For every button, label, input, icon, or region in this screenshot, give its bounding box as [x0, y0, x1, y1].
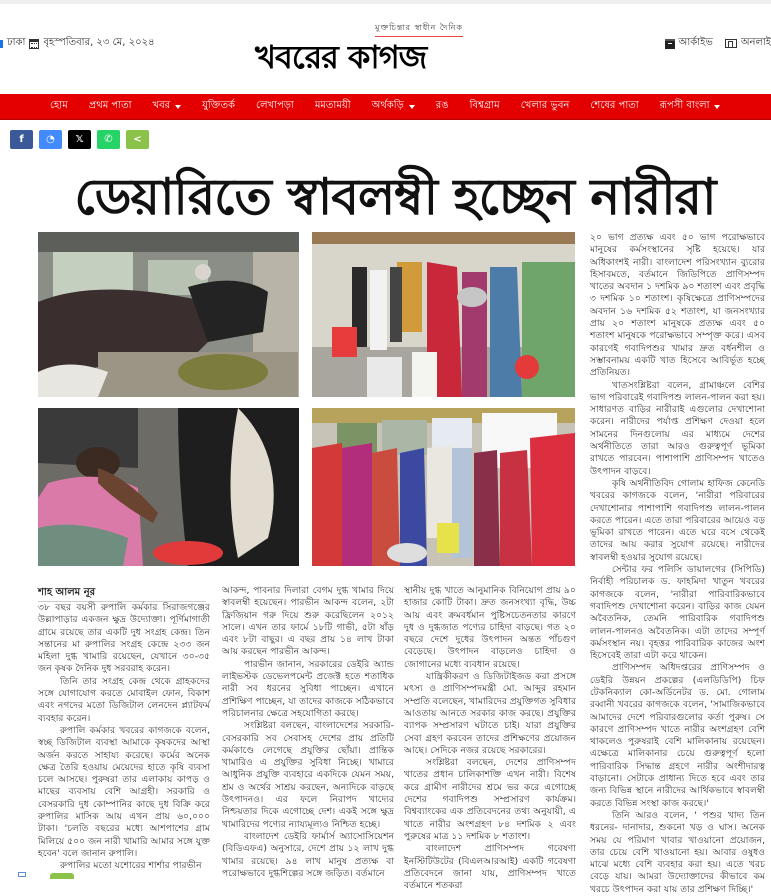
- epaper-icon: [725, 39, 737, 48]
- article-paragraph: স্থানীয় দুগ্ধ খাতে আনুমানিক বিনিয়োগ প্রায় ৯০ হাজার কোটি টাকা। দ্রুত জনসংখ্যা বৃদ্ধি, উচ্চ আয় এবং ক্রমবর্ধমান পুষ্টিসচেতনতার কারণে দুধ ও দুগ্ধজাত পণ্যের চাহিদা বাড়ছে। গত ২০ বছরে দেশে দুধের উৎপাদন অন্তত পাঁচগুণ বেড়েছে। উৎপাদন বাড়লেও চাহিদা ও জোগানের মধ্যে ব্যবধান রয়েছে।: [404, 585, 576, 670]
- share-buttons: [10, 130, 149, 149]
- x-share-button[interactable]: [68, 130, 91, 149]
- whatsapp-share-button[interactable]: [97, 130, 120, 149]
- nav-item-label: খবর: [152, 100, 171, 111]
- location-pin-icon: [0, 40, 3, 48]
- share-share-button[interactable]: [126, 130, 149, 149]
- article-paragraph: যান্ত্রিকীকরণ ও ডিজিটাইজড করা প্রসঙ্গে মৎস্য ও প্রাণিসম্পদমন্ত্রী মো. আব্দুর রহমান সম্প্রতি বলেছেন, খামারিদের প্রযুক্তিগত সুবিধার আওতায় আনতে সরকার কাজ করছে। প্রযুক্তির ব্যাপক সম্প্রসারণ ঘটাতে চাই। যারা প্রযুক্তির সেবা গ্রহণ করবেন তাদের প্রশিক্ষণের প্রয়োজন আছে। সেদিকে নজর রয়েছে সরকারের।: [404, 671, 577, 756]
- article-paragraph: প্রাণিসম্পদ অধিদপ্তরের প্রাণিসম্পদ ও ডেইরি উন্নয়ন প্রকল্পের (এলডিডিপি) চিফ টেকনিক্যাল কো-অর্ডিনেটর ড. মো. গোলাম রব্বানী খবরের কাগজকে বলেন, 'সামাজিকভাবে আমাদের দেশে পরিবারগুলোর কর্তা পুরুষ। সে কারণে প্রাণিসম্পদ খাতে নারীর অংশগ্রহণ বেশি থাকলেও পুরুষরাই বেশি মালিকানায় রয়েছেন। এক্ষেত্রে মালিকানার চেয়ে গুরুত্বপূর্ণ হলো পারিবারিক সিদ্ধান্ত গ্রহণে নারীর অংশীদারত্ব বাড়ানো। সেটাকে প্রাধান্য দিতে হবে এবং তার জন্য বিভিন্ন স্থানে নারীদের আর্থিকভাবে স্বাবলম্বী করতে বিভিন্ন সংস্থা কাজ করছে।': [590, 662, 765, 809]
- calendar-icon: [29, 39, 39, 49]
- article-paragraph: খাতসংশ্লিষ্টরা বলেন, গ্রামাঞ্চলে বেশির ভাগ পরিবারেই গবাদিপশু লালন-পালন করা হয়। সাধারণত বাড়ির নারীরাই এগুলোর দেখাশোনা করেন। নারীদের পর্যাপ্ত প্রশিক্ষণ দেওয়া হলে সামনের দিনগুলোয় এর মাধ্যমে দেশের অর্থনীতিতে তারা আরও গুরুত্বপূর্ণ ভূমিকা রাখতে পারবেন। পাশাপাশি প্রাণিসম্পদ খাতেও উৎপাদন বাড়বে।: [590, 379, 765, 477]
- date-label: বৃহস্পতিবার, ২৩ মে, ২০২৪: [43, 37, 155, 48]
- nav-item[interactable]: [660, 98, 721, 115]
- nav-item[interactable]: [153, 98, 182, 115]
- archive-link[interactable]: [665, 35, 713, 52]
- epaper-label: অনলাই: [740, 37, 771, 48]
- article-paragraph: পারভীন জানান, সরকারের ডেইরি অ্যান্ড লাইভস্টক ডেভেলপমেন্ট প্রজেক্ট হতে শতাধিক নারী সব ধরনের সুবিধা পাচ্ছেন। এখানে প্রশিক্ষিণ পাচ্ছেন, যা তাদের কাজকে সঠিকভাবে পরিচালনার ক্ষেত্রে সহযোগিতা করছে।: [222, 658, 394, 719]
- print-icon[interactable]: [18, 872, 26, 877]
- article-paragraph: সংশ্লিষ্টরা বলছেন, দেশের প্রাণিসম্পদ খাতের প্রধান চালিকাশক্তি এখন নারী। বিশেষ করে গ্রামীণ নারীদের শ্রমে ভর করে এগোচ্ছে দেশের গবাদিপশু সম্প্রসারণ কার্যক্রম। বিশ্বব্যাংকের এক প্রতিবেদনের তথ্য অনুযায়ী, এ খাতে নারীর অংশগ্রহণ ৮৪ দশমিক ২ এবং পুরুষের মাত্র ১১ দশমিক ৮ শতাংশ।: [404, 757, 576, 842]
- nav-item-label: লেখাপড়া: [256, 100, 294, 111]
- article-paragraph: বাংলাদেশ ডেইরি ফার্মার্স অ্যাসোসিয়েশন (বিডিএফএ) অনুসারে, দেশে প্রায় ১২ লাখ দুগ্ধ খামার রয়েছে। ৯৪ লাখ মানুষ প্রত্যক্ষ বা পরোক্ষভাবে দুগ্ধশিল্পের সঙ্গে জড়িত। বর্তমানে: [222, 830, 394, 879]
- article-paragraph: রুপালির মতো যশোরের শার্শার পারভীন: [60, 860, 202, 872]
- chevron-down-icon: [714, 105, 720, 109]
- article-column-4: [590, 232, 765, 896]
- nav-item[interactable]: [315, 98, 351, 115]
- share-icon: <: [133, 134, 142, 145]
- nav-item-label: অর্থকড়ি: [371, 100, 404, 111]
- photo-cows-feeding: [38, 232, 299, 397]
- nav-item[interactable]: [372, 98, 415, 115]
- header-links: [665, 35, 771, 52]
- whatsapp-icon: ✆: [104, 134, 113, 145]
- nav-item[interactable]: [470, 98, 500, 115]
- nav-item-label: প্রথম পাতা: [88, 100, 132, 111]
- main-nav: [0, 94, 771, 120]
- location-date: [0, 35, 155, 52]
- logo-name: খবরের কাগজ: [255, 38, 427, 76]
- floating-share-button[interactable]: [50, 873, 74, 879]
- site-header: [0, 0, 771, 92]
- article-headline: ডেয়ারিতে স্বাবলম্বী হচ্ছেন নারীরা: [74, 167, 716, 226]
- article-paragraph: বাংলাদেশ প্রাণিসম্পদ গবেষণা ইনস্টিটিউটের (বিএলআরআই) একটি গবেষণা প্রতিবেদনে জানা যায়, প্রাণিসম্পদ খাতে বর্তমানে শতকরা: [404, 843, 576, 892]
- facebook-share-button[interactable]: [10, 130, 33, 149]
- chevron-down-icon: [409, 105, 415, 109]
- article-paragraph: ২০ ভাগ প্রত্যক্ষ এবং ৫০ ভাগ পরোক্ষভাবে মানুষের কর্মসংস্থানের সৃষ্টি হয়েছে। যার অধিকাংশই নারী। বাংলাদেশ পরিসংখ্যান ব্যুরোর হিসাবমতে, বর্তমানে জিডিপিতে প্রাণিসম্পদ খাতের অবদান ১ দশমিক ৯০ শতাংশ এবং প্রবৃদ্ধি ৩ দশমিক ১০ শতাংশ। কৃষিক্ষেত্রে প্রাণিসম্পদের অবদান ১৬ দশমিক ৫২ শতাংশ, যা জনসংখ্যার প্রায় ২০ শতাংশ মানুষকে প্রত্যক্ষ এবং ৫০ শতাংশ মানুষকে পরোক্ষভাবে সম্পৃক্ত করে। এসব কারণেই গবাদিপশুর খামার দ্রুত বর্ধনশীল ও সম্ভাবনাময় একটি খাত হিসেবে আবির্ভূত হচ্ছে প্রতিনিয়ত।: [590, 232, 765, 379]
- article-paragraph: তিনি তার সংগ্রহ কেন্দ্র থেকে গ্রাহকদের সঙ্গে যোগাযোগ করতে মোবাইল ফোন, বিকাশ এবং নগদের মতো ডিজিটাল লেনদেন প্ল্যাটফর্ম ব্যবহার করেন।: [38, 675, 210, 724]
- nav-item-label: রূপসী বাংলা: [659, 100, 710, 111]
- article-paragraph: তিনি আরও বলেন, ' পশুর খাদ্য তিন ধরনের- দানাদার, শুকনো খড় ও ঘাস। অনেক সময় যে পরিমাণ খাবার খাওয়ানো প্রয়োজন, তার চেয়ে বেশি খাওয়ানো হয়। আবার ওষুধও মাঝে মধ্যে বেশি ব্যবহার করা হয়। এতে খরচ বেড়ে যায়। আমরা উদ্যোক্তাদের কীভাবে কম খরচে উৎপাদন করা যায় তার প্রশিক্ষণ দিচ্ছি।': [590, 809, 765, 895]
- article-paragraph: কৃষি অর্থনীতিবিদ গোলাম হাফিজ কেনেডি খবরের কাগজকে বলেন, 'নারীরা পরিবারের দেখাশোনার পাশাপাশি গবাদিপশু লালন-পালন করতে পারেন। এতে তারা পরিবারের আয়েও বড় ভূমিকা রাখতে পারেন। এতে ঘরে বসে থেকেই তাদের আয় করার সুযোগ রয়েছে। নারীদের স্বাবলম্বী হওয়ার সুযোগ রয়েছে।: [590, 477, 765, 563]
- nav-item[interactable]: [256, 98, 294, 115]
- article-paragraph: আকন্দ, পাবনার দিলারা বেগম দুগ্ধ খামার দিয়ে স্বাবলম্বী হয়েছেন। পারভীন আকন্দ বলেন, ২টা ফ্রিজিয়ান গরু দিয়ে শুরু করেছিলেন ২০১২ সালে। এখন তার ফার্মে ১৮টি গাভী, ৫টা ষাঁড় এবং ৮টা বাছুর। এ বছর প্রায় ১৪ লাখ টাকা আয় করছেন পারভীন আকন্দ।: [222, 585, 394, 658]
- author-byline[interactable]: শাহ আলম নূর: [38, 587, 96, 598]
- nav-item-label: হোম: [50, 100, 68, 111]
- nav-item[interactable]: [521, 98, 570, 115]
- messenger-icon: ◔: [46, 134, 55, 145]
- article-paragraph: ৩৮ বছর বয়সী রুপালি কর্মকার সিরাজগঞ্জের উল্লাপাড়ার একজন ক্ষুদ্র উদ্যোক্তা। পূর্ণিমাগাতী গ্রামে রয়েছে তার একটি দুধ সংগ্রহ কেন্দ্র। তিন সন্তানের মা রুপালির সংগ্রহ কেন্দ্রে ২৩৩ জন মহিলা দুগ্ধ খামারি রয়েছেন, যেখানে ৩০-৩৫ জন কৃষক দৈনিক দুধ সরবরাহ করেন।: [38, 602, 210, 675]
- epaper-link[interactable]: [725, 35, 771, 52]
- photo-woman-milking: [38, 408, 299, 566]
- article-column-1: [38, 602, 210, 873]
- archive-icon: [665, 39, 675, 49]
- nav-item[interactable]: [89, 98, 132, 115]
- archive-label: আর্কাইভ: [678, 37, 713, 48]
- facebook-icon: f: [19, 134, 24, 145]
- nav-item-label: খেলার ভুবন: [520, 100, 570, 111]
- article-paragraph: সংশ্লিষ্টরা বলছেন, বাংলাদেশের সরকারি-বেসরকারি সব সেবাসহ দেশের প্রায় প্রতিটি কর্মকাণ্ডে লেগেছে প্রযুক্তির ছোঁয়া। প্রান্তিক খামারিও এ প্রযুক্তির সুবিধা নিচ্ছে। খামারে আধুনিক প্রযুক্তি ব্যবহারে একদিকে যেমন সময়, শ্রম ও অর্থের সাশ্রয় করছেন, অন্যদিকে বাড়ছে উৎপাদনও। এর ফলে নিরাপদ খাদ্যের নিশ্চয়তার দিকে এগোচ্ছে দেশ। একই সঙ্গে ক্ষুদ্র খামারিদের পণ্যের ন্যায্যমূল্যও নিশ্চিত হচ্ছে।: [222, 720, 394, 830]
- nav-item[interactable]: [436, 98, 449, 115]
- nav-item-label: রঙ: [435, 100, 449, 111]
- nav-item-label: যুক্তিতর্ক: [202, 100, 236, 111]
- article-paragraph: রুপালি কর্মকার খবরের কাগজকে বলেন, স্বচ্ছ ডিজিটাল ব্যবস্থা আমাকে কৃষকদের আস্থা অর্জন করতে সাহায্য করেছে। কর্মের অনেক ক্ষেত্র তৈরি হওয়ায় মেয়েদের হাতে কৃষি ব্যবসা চলে আসছে। পুরুষরা তার এলাকায় কাপড় ও মাছের ব্যবসায় বেশি আগ্রহী। সরকারি ও বেসরকারি দুধ কোম্পানির কাছে দুধ বিক্রি করে রুপালির মাসিক আয় এখন প্রায় ৬০,০০০ টাকা। 'চলতি বছরের মধ্যে আশপাশের গ্রাম মিলিয়ে ৫০০ জন নারী খামারি আমার সঙ্গে যুক্ত হবেন' বলে জানান রুপালি।: [38, 724, 210, 859]
- x-icon: 𝕏: [75, 134, 84, 145]
- site-logo[interactable]: [255, 18, 485, 74]
- nav-item-label: বিশ্বগ্রাম: [469, 100, 500, 111]
- nav-item[interactable]: [202, 98, 235, 115]
- logo-tagline: মুক্তচিন্তার স্বাধীন দৈনিক: [375, 22, 463, 37]
- chevron-down-icon: [175, 105, 181, 109]
- nav-item-label: মমতাময়ী: [314, 100, 351, 111]
- photo-women-group: [312, 408, 575, 566]
- messenger-share-button[interactable]: [39, 130, 62, 149]
- article-column-3: [404, 585, 576, 892]
- photo-milk-collection: [312, 232, 575, 397]
- nav-item[interactable]: [590, 98, 638, 115]
- nav-item[interactable]: [50, 98, 68, 115]
- nav-item-label: শেষের পাতা: [590, 100, 639, 111]
- article-paragraph: সেন্টার ফর পলিসি ডায়ালগের (সিপিডি) নির্বাহী পরিচালক ড. ফাহমিদা খাতুন খবরের কাগজকে বলেন, 'নারীরা পারিবারিকভাবে গবাদিপশু দেখাশোনা করেন। বাড়ির কাজ যেমন অবৈতনিক, তেমনি পারিবারিক গবাদিপশু লালন-পালনও অবৈতনিক। এটা তাদের সম্পূর্ণ কর্মসংস্থান নয়। বৃহত্তর পারিবারিক কাজের অংশ হিসেবেই তারা এটা করে থাকেন।: [590, 564, 765, 662]
- article-column-2: [222, 585, 394, 880]
- location-label: ঢাকা: [7, 37, 26, 48]
